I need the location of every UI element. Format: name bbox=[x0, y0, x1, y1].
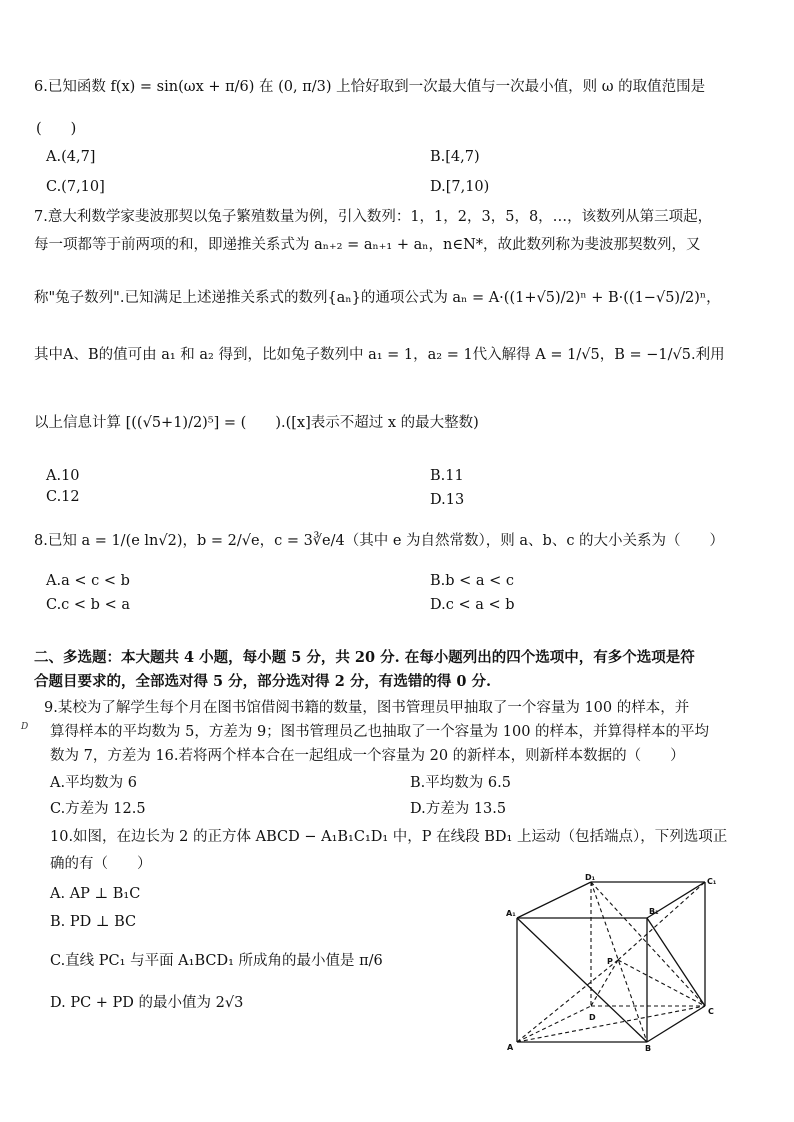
q8-stem: 8.已知 a = 1/(e ln√2)，b = 2/√e，c = 3∛e/4（其中 e 为自然常数），则 a、b、c 的大小关系为（ ） bbox=[34, 533, 725, 549]
q7-line-1: 7.意大利数学家斐波那契以兔子繁殖数量为例，引入数列：1，1，2，3，5，8，…，该数列从第三项起， bbox=[34, 209, 713, 225]
q6-option-c: C.(7,10] bbox=[46, 179, 105, 195]
segment-a-p bbox=[517, 960, 618, 1042]
label-c1: C₁ bbox=[707, 877, 717, 886]
q6-option-a: A.(4,7] bbox=[46, 149, 96, 165]
q6-option-d: D.[7,10) bbox=[430, 179, 490, 195]
label-b: B bbox=[645, 1044, 652, 1052]
q6-bracket: ( ) bbox=[36, 121, 77, 137]
cube-figure bbox=[505, 872, 720, 1052]
q6-stem: 6.已知函数 f(x) = sin(ωx + π/6) 在 (0, π/3) 上恰好取到一次最大值与一次最小值，则 ω 的取值范围是 bbox=[34, 79, 706, 95]
q9-line-3: 数为 7，方差为 16.若将两个样本合在一起组成一个容量为 20 的新样本，则新样本数据的（ ） bbox=[50, 748, 685, 764]
q9-option-d: D.方差为 13.5 bbox=[410, 801, 507, 817]
q9-line-1: 9.某校为了解学生每个月在图书馆借阅书籍的数量，图书管理员甲抽取了一个容量为 100 的样本，并 bbox=[44, 700, 690, 716]
q9-line-2: 算得样本的平均数为 5，方差为 9；图书管理员乙也抽取了一个容量为 100 的样本，并算得样本的平均 bbox=[50, 724, 710, 740]
segment-p-c1 bbox=[618, 882, 705, 960]
q10-option-a: A. AP ⊥ B₁C bbox=[50, 886, 141, 902]
segment-bd1 bbox=[591, 882, 647, 1042]
label-p: P bbox=[607, 957, 613, 966]
q8-option-c: C.c < b < a bbox=[46, 597, 130, 613]
q9-option-b: B.平均数为 6.5 bbox=[410, 775, 511, 791]
label-d: D bbox=[589, 1013, 596, 1022]
label-b1: B₁ bbox=[649, 907, 659, 916]
q10-line-2: 确的有（ ） bbox=[50, 856, 152, 872]
q6-option-b: B.[4,7) bbox=[430, 149, 480, 165]
q9-option-a: A.平均数为 6 bbox=[50, 775, 137, 791]
hidden-edge-a-d bbox=[517, 1006, 591, 1042]
q7-option-d: D.13 bbox=[430, 492, 465, 508]
edge-a1-d1 bbox=[517, 882, 591, 918]
label-a: A bbox=[507, 1043, 514, 1052]
section-2-heading-line-1: 二、多选题：本大题共 4 小题，每小题 5 分，共 20 分. 在每小题列出的四个选项中，有多个选项是符 bbox=[34, 649, 695, 666]
label-a1: A₁ bbox=[506, 909, 516, 918]
label-c: C bbox=[708, 1007, 714, 1016]
stray-mark: D bbox=[21, 722, 29, 732]
q8-option-d: D.c < a < b bbox=[430, 597, 515, 613]
section-2-heading-line-2: 合题目要求的，全部选对得 5 分，部分选对得 2 分，有选错的得 0 分. bbox=[34, 673, 492, 690]
q7-option-a: A.10 bbox=[46, 468, 80, 484]
segment-d1-c bbox=[591, 882, 705, 1006]
q7-line-4: 其中A、B的值可由 a₁ 和 a₂ 得到，比如兔子数列中 a₁ = 1，a₂ = 1代入解得 A = 1/√5，B = −1/√5.利用 bbox=[34, 347, 725, 363]
q10-option-b: B. PD ⊥ BC bbox=[50, 914, 137, 930]
q8-option-a: A.a < c < b bbox=[46, 573, 130, 589]
q10-option-d: D. PC + PD 的最小值为 2√3 bbox=[50, 995, 244, 1011]
q9-option-c: C.方差为 12.5 bbox=[50, 801, 146, 817]
q10-line-1: 10.如图，在边长为 2 的正方体 ABCD − A₁B₁C₁D₁ 中，P 在线段 BD₁ 上运动（包括端点），下列选项正 bbox=[50, 829, 728, 845]
q8-option-b: B.b < a < c bbox=[430, 573, 515, 589]
q7-line-2: 每一项都等于前两项的和，即递推关系式为 aₙ₊₂ = aₙ₊₁ + aₙ，n∈N*，故此数列称为斐波那契数列，又 bbox=[34, 237, 701, 253]
label-d1: D₁ bbox=[585, 873, 596, 882]
q10-option-c: C.直线 PC₁ 与平面 A₁BCD₁ 所成角的最小值是 π/6 bbox=[50, 953, 383, 969]
segment-p-c bbox=[618, 960, 705, 1006]
q7-option-b: B.11 bbox=[430, 468, 464, 484]
q7-line-5: 以上信息计算 [((√5+1)/2)⁵] = ( ).([x]表示不超过 x 的最大整数) bbox=[34, 415, 479, 431]
diagonal-a1-b bbox=[517, 918, 647, 1042]
q7-line-3: 称"兔子数列".已知满足上述递推关系式的数列{aₙ}的通项公式为 aₙ = A·((1+√5)/2)ⁿ + B·((1−√5)/2)ⁿ， bbox=[34, 290, 721, 306]
segment-p-d bbox=[591, 960, 618, 1006]
diagonal-b1-c bbox=[647, 918, 705, 1006]
q7-option-c: C.12 bbox=[46, 489, 80, 505]
